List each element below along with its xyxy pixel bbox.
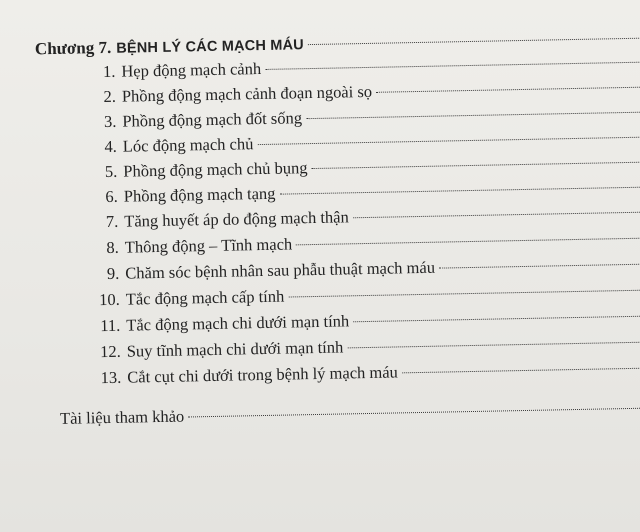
entry-number: 5. (104, 161, 118, 182)
entry-number: 1. (102, 61, 116, 82)
entry-title: Hẹp động mạch cảnh (121, 59, 262, 81)
references-title: Tài liệu tham khảo (59, 406, 185, 428)
dot-leader (353, 315, 640, 322)
entry-number: 11. (100, 315, 121, 336)
chapter-title: BỆNH LÝ CÁC MẠCH MÁU (116, 37, 305, 57)
dot-leader (265, 62, 640, 70)
dot-leader (257, 136, 640, 145)
entry-title: Thông động – Tĩnh mạch (124, 234, 293, 257)
dot-leader (353, 211, 640, 218)
dot-leader (439, 263, 640, 268)
entry-number: 3. (103, 111, 117, 132)
entry-number: 4. (104, 136, 118, 157)
dot-leader (288, 289, 640, 297)
entry-number: 9. (106, 263, 120, 283)
entry-title: Phồng động mạch cảnh đoạn ngoài sọ (121, 81, 373, 106)
entry-number: 2. (103, 86, 117, 107)
entry-title: Cắt cụt chi dưới trong bệnh lý mạch máu (127, 362, 399, 387)
dot-leader (312, 161, 640, 169)
entry-title: Suy tĩnh mạch chi dưới mạn tính (126, 337, 344, 361)
entry-title: Phồng động mạch đốt sống (122, 108, 303, 131)
entry-number: 13. (100, 367, 122, 388)
entry-number: 8. (106, 237, 119, 258)
entry-title: Tắc động mạch cấp tính (125, 286, 285, 309)
entry-title: Phồng động mạch chủ bụng (123, 158, 308, 181)
entry-number: 10. (98, 289, 120, 310)
dot-leader (188, 407, 640, 417)
dot-leader (347, 341, 640, 348)
entry-title: Phồng động mạch tạng (123, 183, 276, 206)
entry-title: Lóc động mạch chủ (122, 134, 254, 156)
dot-leader (402, 367, 640, 373)
references-entry (60, 397, 640, 432)
chapter-prefix: Chương 7. (34, 37, 112, 59)
entry-title: Chăm sóc bệnh nhân sau phẫu thuật mạch máu (125, 257, 436, 283)
dot-leader (296, 237, 640, 245)
dot-leader (306, 111, 640, 119)
entry-number: 6. (105, 186, 118, 207)
dot-leader (308, 38, 640, 45)
dot-leader (376, 87, 640, 93)
entry-number: 12. (99, 341, 121, 362)
entry-title: Tắc động mạch chi dưới mạn tính (126, 311, 350, 335)
entry-title: Tăng huyết áp do động mạch thận (124, 207, 349, 231)
entry-number: 7. (105, 211, 119, 232)
dot-leader (279, 186, 640, 194)
